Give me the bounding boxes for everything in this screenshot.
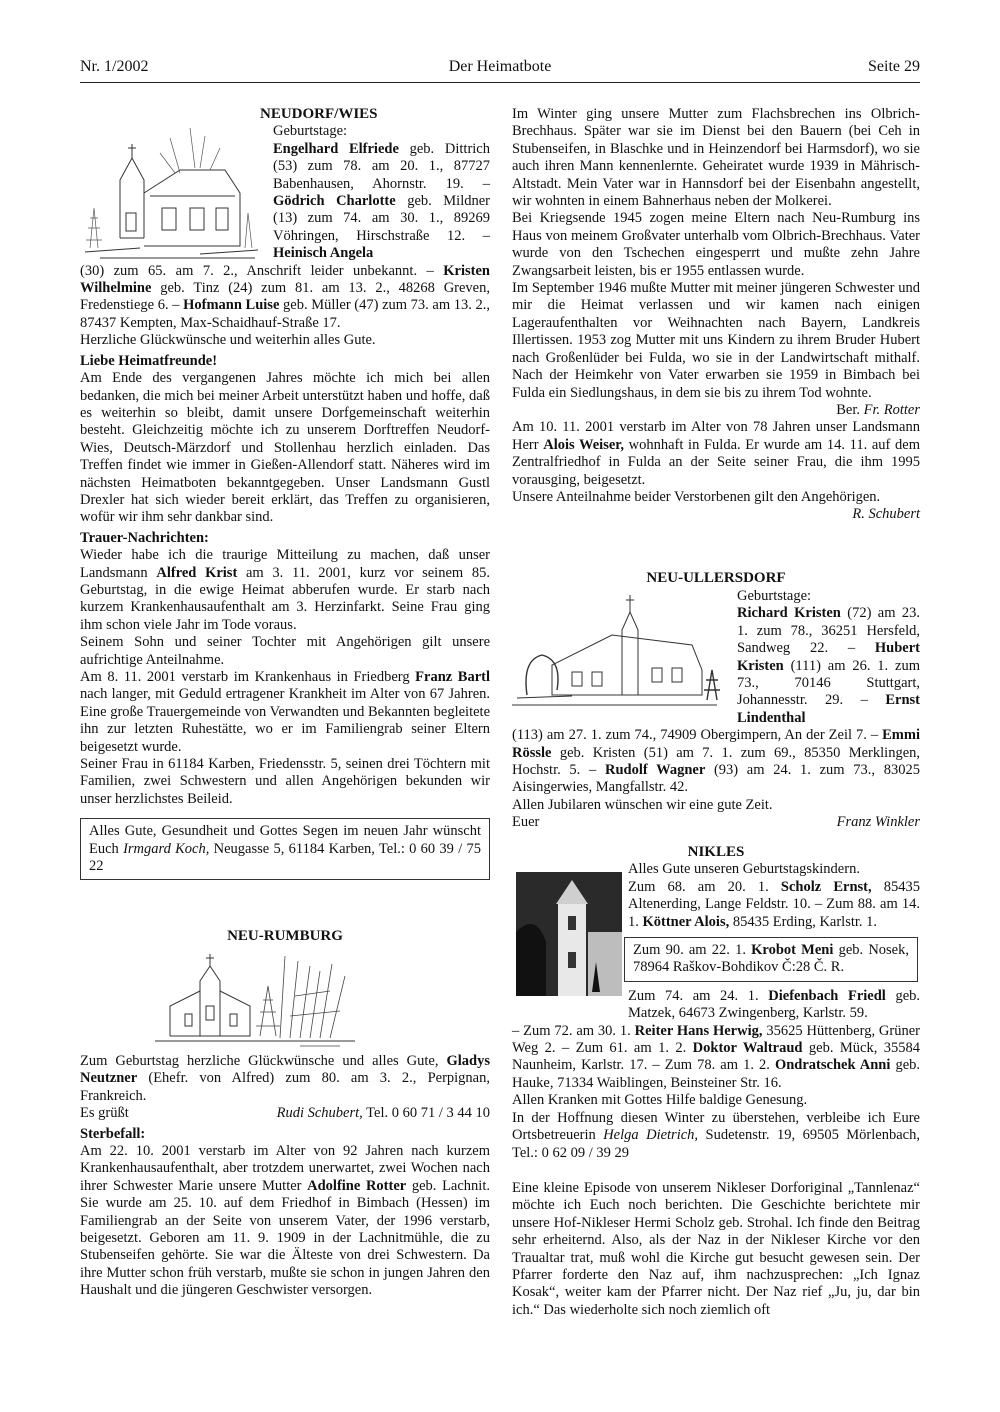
greeting: Herzliche Glückwünsche und weiterhin alles Gute. bbox=[80, 332, 376, 349]
section-title: NEUDORF/WIES bbox=[260, 106, 378, 122]
text: Zum 68. am 20. 1. bbox=[628, 878, 781, 895]
text: Neugasse 5, 61184 Karben, Tel.: 0 60 39 / 75 22 bbox=[89, 840, 481, 875]
page-header bbox=[80, 58, 920, 83]
birthday-text: geb. Dittrich (53) zum 78. am 20. 1., 87727 Babenhausen, Ahornstr. 19. – bbox=[273, 140, 490, 192]
person-name: Alfred Krist bbox=[156, 564, 238, 581]
text: Am 10. 11. 2001 verstarb im Alter von 78 Jahren unser Landsmann Herr bbox=[512, 419, 920, 453]
text: Am 8. 11. 2001 verstarb im Krankenhaus in Friedberg bbox=[80, 669, 416, 685]
text: (111) am 26. 1. zum 73., 70146 Stuttgart, Johannesstr. 29. – bbox=[737, 657, 920, 709]
birthdays-label: Geburtstage: bbox=[737, 588, 812, 604]
section-title: NEU-RUMBURG bbox=[227, 928, 343, 944]
neu-ullersdorf-section bbox=[512, 588, 920, 832]
text: 85435 Erding, Karlstr. 1. bbox=[729, 913, 878, 930]
subheading: Sterbefall: bbox=[80, 1125, 146, 1142]
publication-title: Der Heimatbote bbox=[448, 58, 552, 75]
birthday-text: geb. Müller (47) zum 73. am 13. 2., 87437 Kempten, Max-Schaidhauf-Straße 17. bbox=[80, 297, 491, 331]
person-name: Reiter Hans Herwig, bbox=[634, 1022, 763, 1039]
greeting: Euer bbox=[512, 814, 540, 831]
text: 35625 Hüttenberg, Grüner Weg 2. – Zum 61. am 1. 2. bbox=[512, 1022, 920, 1057]
person-name: Hofmann Luise bbox=[183, 297, 280, 314]
phone: Tel. 0 60 71 / 3 44 10 bbox=[362, 1105, 490, 1122]
text: wohnhaft in Fulda. Er wurde am 14. 11. auf dem Zentralfriedhof in Fulda an der Seite seiner Frau, die ihm 1995 vorausging, beigesetzt. bbox=[512, 436, 920, 488]
author-name: Fr. Rotter bbox=[863, 401, 920, 418]
text: Ber. bbox=[836, 401, 860, 418]
text: geb. Nosek, 78964 Raškov-Bohdikov Č:28 Č. R. bbox=[633, 942, 909, 976]
text: geb. Kristen (51) am 7. 1. zum 69., 85350 Merklingen, Hochstr. 5. – bbox=[512, 744, 920, 779]
section-title: NEU-ULLERSDORF bbox=[646, 570, 786, 586]
text: (Ehefr. von Alfred) zum 80. am 3. 2., Perpignan, Frankreich. bbox=[80, 1070, 490, 1104]
paragraph: Im September 1946 mußte Mutter mit meiner jüngeren Schwester und mir die Heimat verlassen und wir kamen nach einigen Lageraufenthalten vor Weihnachten nach Bayern, Landkreis Illertissen. 1953 zog Mutter mit uns Kindern zu ihrem Bruder Hubert nach Großenlüder bei Fulda, wo sie in der Landwirtschaft mithalf. Nach der Heimkehr von Vater erwarben sie 1959 in Bimbach bei Fulda ein Siedlungshaus, in dem sie bis zu ihrem Tod wohnte. bbox=[512, 280, 920, 401]
text: (113) am 27. 1. zum 74., 74909 Obergimpern, An der Zeil 7. – bbox=[512, 727, 883, 744]
text: geb. Lachnit. Sie wurde am 25. 10. auf dem Friedhof in Bimbach (Hessen) im Familiengrab an der Seite von unserem Vater, der 1996 verstarb, beigesetzt. Geboren am 11. 9. 1909 in der Lachnitmühle, die zu Stubenseifen gehörte. Sie war die Älteste von drei Schwestern. Da ihre Mutter schon früh verstarb, mußte sie schon in jungen Jahren den Haushalt und die jüngeren Geschwister versorgen. bbox=[80, 1177, 490, 1299]
section-title: NIKLES bbox=[687, 844, 745, 860]
person-name: Adolfine Rotter bbox=[307, 1177, 407, 1194]
paragraph: Am Ende des vergangenen Jahres möchte ich mich bei allen bedanken, die mich bei meiner Arbeit unterstützt haben und hoffe, daß es weiterhin so bleibt, damit unsere Dorfgemeinschaft weiterhin besteht. Gleichzeitig möchte ich zu unserem Dorftreffen Neudorf-Wies, Deutsch-Märzdorf und Stollenhau herzlich einladen. Das Treffen findet wie immer in Gießen-Allendorf statt. Näheres wird im nächsten Heimatboten bekanntgegeben. Unser Landsmann Gustl Drexler hat sich wieder bereit erklärt, das Treffen zu organisieren, wofür wir ihm sehr dankbar sind. bbox=[80, 370, 490, 526]
person-name: Engelhard Elfriede bbox=[273, 140, 399, 157]
person-name: Richard Kristen bbox=[737, 605, 841, 622]
birthdays-label: Geburtstage: bbox=[273, 123, 348, 140]
text: (72) am 23. 1. zum 78., 36251 Hersfeld, Sandweg 22. – bbox=[737, 605, 921, 657]
text: geb. Hauke, 71334 Waiblingen, Beinsteiner Str. 16. bbox=[512, 1057, 921, 1091]
paragraph: Allen Jubilaren wünschen wir eine gute Zeit. bbox=[512, 796, 773, 813]
paragraph: Unsere Anteilnahme beider Verstorbenen gilt den Angehörigen. bbox=[512, 488, 881, 505]
neu-rumburg-text bbox=[80, 1053, 490, 1300]
birthday-list bbox=[737, 605, 920, 727]
rumburg-continued bbox=[512, 106, 920, 524]
greeting-box bbox=[80, 818, 490, 880]
highlight-box bbox=[624, 937, 918, 982]
person-name: Ernst Lindenthal bbox=[737, 692, 920, 726]
text: Zum 74. am 24. 1. bbox=[628, 987, 769, 1004]
person-name: Hubert Kristen bbox=[737, 640, 920, 674]
text: Alles Gute, Gesundheit und Gottes Segen im neuen Jahr wünscht Euch bbox=[89, 823, 481, 857]
signature bbox=[512, 506, 920, 523]
text: nach langer, mit Geduld ertragener Krankheit im Alter von 67 Jahren. Eine große Trauergemeinde von Verwandten und Bekannten begleitete ihn zur letzten Ruhestätte, wo er im Familiengrab seiner Eltern beigesetzt wurde. bbox=[80, 686, 490, 755]
birthday-text: (30) zum 65. am 7. 2., Anschrift leider unbekannt. – bbox=[80, 262, 444, 279]
text: Zum 90. am 22. 1. bbox=[633, 942, 752, 959]
author-name: Rudi Schubert, bbox=[276, 1105, 363, 1122]
person-name: Gladys Neutzner bbox=[80, 1053, 490, 1087]
issue-number: Nr. 1/2002 bbox=[80, 58, 149, 75]
birthday-list bbox=[273, 141, 490, 263]
person-name: Köttner Alois, bbox=[642, 913, 730, 930]
person-name: Alois Weiser, bbox=[543, 436, 624, 453]
paragraph: Bei Kriegsende 1945 zogen meine Eltern nach Neu-Rumburg ins Haus von meinem Großvater unterhalb vom Olbrich-Brechhaus. Vater wurde von den Tschechen eingesperrt und mußte zehn Jahre Zwangsarbeit leisten, bis er 1955 entlassen wurde. bbox=[512, 210, 920, 279]
author-name: Franz Winkler bbox=[836, 814, 920, 831]
neudorf-wies-section bbox=[80, 106, 490, 880]
paragraph bbox=[80, 1053, 490, 1105]
paragraph bbox=[80, 547, 490, 634]
greeting: Es grüßt bbox=[80, 1105, 129, 1122]
paragraph bbox=[80, 1143, 490, 1300]
text: Sudetenstr. 19, 69505 Mörlenbach, Tel.: 0 62 09 / 39 29 bbox=[512, 1127, 920, 1161]
birthday-text: geb. Tinz (24) zum 81. am 13. 2., 48268 Greven, Fredenstiege 6. – bbox=[80, 280, 490, 314]
person-name: Heinisch Angela bbox=[273, 245, 374, 262]
text: 85435 Altenerding, Lange Feldstr. 10. – Zum 88. am 14. 1. bbox=[628, 878, 920, 930]
text: – Zum 72. am 30. 1. bbox=[512, 1022, 635, 1039]
signature bbox=[277, 1105, 490, 1122]
birthday-list-cont bbox=[512, 727, 920, 797]
author-name: Helga Dietrich, bbox=[603, 1127, 699, 1144]
person-name: Rudolf Wagner bbox=[604, 762, 706, 779]
person-name: Gödrich Charlotte bbox=[273, 193, 396, 210]
page-number: Seite 29 bbox=[868, 58, 920, 75]
nikles-section bbox=[512, 844, 920, 1319]
paragraph bbox=[512, 1110, 920, 1162]
paragraph: Alles Gute unseren Geburtstagskindern. bbox=[628, 861, 860, 878]
paragraph: Allen Kranken mit Gottes Hilfe baldige Genesung. bbox=[512, 1092, 808, 1109]
text: geb. Matzek, 64673 Zwingenberg, Karlstr. 59. bbox=[628, 987, 920, 1022]
text: geb. Mück, 35584 Naunheim, Karlstr. 17. – Zum 78. am 1. 2. bbox=[512, 1040, 921, 1074]
person-name: Emmi Rössle bbox=[512, 727, 920, 761]
text: Zum Geburtstag herzliche Glückwünsche und alles Gute, bbox=[80, 1053, 447, 1069]
paragraph: Seiner Frau in 61184 Karben, Friedensstr. 5, seinen drei Töchtern mit Familien, zwei Schwestern und allen Angehörigen bekunden wir unser herzlichstes Beileid. bbox=[80, 756, 490, 807]
paragraph bbox=[80, 669, 490, 756]
person-name: Scholz Ernst, bbox=[780, 878, 872, 895]
neu-rumburg-sketch bbox=[150, 946, 360, 1050]
paragraph bbox=[512, 419, 920, 489]
report-author bbox=[512, 402, 920, 419]
person-name: Kristen Wilhelmine bbox=[80, 262, 490, 297]
text: am 3. 11. 2001, kurz vor seinem 85. Geburtstag, in die ewige Heimat abberufen wurde. Er starb nach kurzem Krankenhausaufenthalt am 3. Herzinfarkt. Seine Frau ging ihm schon viele Jahr im Tode voraus. bbox=[80, 564, 490, 633]
paragraph: Im Winter ging unsere Mutter zum Flachsbrechen ins Olbrich-Brechhaus. Später war sie im Dienst bei den Bauern (bei Ceh in Stubenseifen, in Blaschke und in Heinzendorf bei Harmsdorf), wo sie auch ihren Mann kennenlernte. Geheiratet wurde 1939 in Mährisch-Altstadt. Mein Vater war in Hannsdorf bei der Eisenbahn angestellt, wir wohnten in einem Bahnerhaus neben der Molkerei. bbox=[512, 106, 920, 210]
paragraph: Seinem Sohn und seiner Tochter mit Angehörigen gilt unsere aufrichtige Anteilnahme. bbox=[80, 634, 490, 668]
birthday-list-cont bbox=[80, 263, 490, 333]
text: Am 22. 10. 2001 verstarb im Alter von 92 Jahren nach kurzem Krankenhausaufenthalt, aber trotzdem unerwartet, zwei Wochen nach ihrer Schwester Marie unsere Mutter bbox=[80, 1143, 490, 1194]
birthday-list-cont bbox=[512, 1023, 920, 1093]
subheading: Trauer-Nachrichten: bbox=[80, 529, 209, 546]
birthday-list bbox=[628, 879, 920, 931]
author-name: R. Schubert bbox=[852, 506, 920, 523]
neu-rumburg-section bbox=[80, 928, 490, 945]
birthday-text: geb. Mildner (13) zum 74. am 30. 1., 89269 Vöhringen, Hirschstraße 12. – bbox=[273, 193, 490, 244]
subheading: Liebe Heimatfreunde! bbox=[80, 352, 218, 369]
signature-line bbox=[80, 1105, 490, 1122]
birthday-list bbox=[628, 988, 920, 1023]
episode-paragraph: Eine kleine Episode von unserem Nikleser Dorforiginal „Tannlenaz“ möchte ich Euch noch berichten. Die Geschichte berichtete mir unsere Hof-Nikleser Hermi Scholz geb. Strohal. Ich finde den Beitrag sehr erheiternd. Also, als der Naz in der Nikleser Kirche vor den Traualtar trat, muß wohl die Kirche gut besucht gewesen sein. Der Pfarrer forderte den Naz auf, ihm nachzusprechen: „Ich Ignaz Kosak“, weiter kam der Pfarrer nicht. Der Naz rief „Ju, ju, dar bin ich.“ Das wiederholte sich noch ziemlich oft bbox=[512, 1179, 920, 1318]
person-name: Franz Bartl bbox=[415, 669, 490, 685]
person-name: Doktor Waltraud bbox=[692, 1040, 803, 1057]
person-name: Krobot Meni bbox=[751, 942, 834, 959]
text: (93) am 24. 1. zum 73., 83025 Aisingerwies, Mangfallstr. 42. bbox=[512, 762, 920, 796]
person-name: Diefenbach Friedl bbox=[768, 987, 886, 1004]
author-name: Irmgard Koch, bbox=[123, 840, 210, 857]
text: In der Hoffnung diesen Winter zu überstehen, verbleibe ich Eure Ortsbetreuerin bbox=[512, 1109, 920, 1144]
person-name: Ondratschek Anni bbox=[774, 1057, 891, 1074]
ullersdorf-title-wrap bbox=[512, 570, 920, 587]
signature-line bbox=[512, 814, 920, 831]
text: Wieder habe ich die traurige Mitteilung zu machen, daß unser Landsmann bbox=[80, 547, 490, 581]
